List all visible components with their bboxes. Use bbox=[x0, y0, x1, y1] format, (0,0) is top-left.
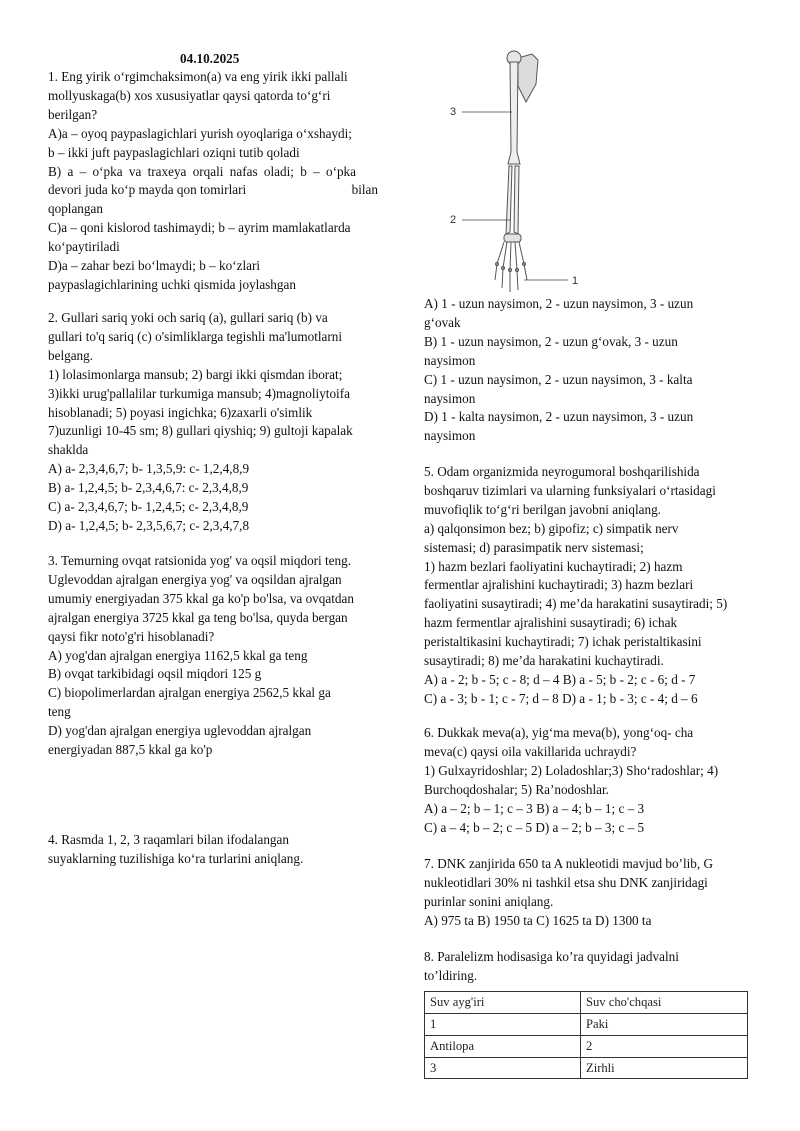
q1-line: b – ikki juft paypaslagichlari oziqni tutib qoladi bbox=[48, 144, 300, 160]
q5-line: sistemasi; d) parasimpatik nerv sistemasi; bbox=[424, 539, 644, 555]
question-6 bbox=[424, 724, 754, 837]
q4-line: naysimon bbox=[424, 390, 476, 406]
q6-options-cd: C) a – 4; b – 2; c – 5 D) a – 2; b – 3; c – 5 bbox=[424, 819, 645, 835]
question-4-options bbox=[424, 295, 754, 446]
q1-line: mollyuskaga(b) xos xususiyatlar qaysi qatorda to‘g‘ri bbox=[48, 87, 331, 103]
table-cell: 2 bbox=[581, 1035, 748, 1057]
q5-line: peristaltikasini kuchaytiradi; 7) ichak peristaltikasini bbox=[424, 634, 702, 650]
document-date: 04.10.2025 bbox=[180, 51, 240, 66]
q5-line: 1) hazm bezlari faoliyatini kuchaytiradi; 2) hazm bbox=[424, 558, 683, 574]
q1-option-c: C)a – qoni kislorod tashimaydi; b – ayrim mamlakatlarda bbox=[48, 220, 351, 236]
q1-line: 1. Eng yirik o‘rgimchaksimon(a) va eng yirik ikki pallali bbox=[48, 69, 348, 84]
q6-line: Burchoqdoshalar; 5) Ra’nodoshlar. bbox=[424, 781, 609, 797]
q3-line: qaysi fikr noto'g'ri hisoblanadi? bbox=[48, 628, 215, 644]
q5-line: fermentlar ajralishini kuchaytiradi; 3) hazm bezlari bbox=[424, 577, 694, 593]
q4-line: naysimon bbox=[424, 428, 476, 444]
q3-line: energiyadan 887,5 kkal ga ko'p bbox=[48, 742, 213, 758]
question-8 bbox=[424, 948, 754, 1079]
q3-line: 3. Temurning ovqat ratsionida yog' va oqsil miqdori teng. bbox=[48, 553, 352, 568]
q1-option-b: B) a – o‘pka va traxeya orqali nafas oladi; b – o‘pka bbox=[48, 163, 357, 179]
figure-label-2: 2 bbox=[450, 214, 457, 226]
q3-option-d: D) yog'dan ajralgan energiya uglevoddan ajralgan bbox=[48, 723, 312, 739]
q2-option-d: D) a- 1,2,4,5; b- 2,3,5,6,7; c- 2,3,4,7,8 bbox=[48, 517, 250, 533]
q5-line: boshqaruv tizimlari va ularning funksiyalari o‘rtasidagi bbox=[424, 482, 716, 498]
q4-option-d: D) 1 - kalta naysimon, 2 - uzun naysimon, 3 - uzun bbox=[424, 409, 694, 425]
q5-options-ab: A) a - 2; b - 5; c - 8; d – 4 B) a - 5; b - 2; c - 6; d - 7 bbox=[424, 671, 696, 687]
q2-line: belgang. bbox=[48, 347, 94, 363]
q6-line: 1) Gulxayridoshlar; 2) Loladoshlar;3) Sho‘radoshlar; 4) bbox=[424, 762, 719, 778]
table-row bbox=[425, 1057, 748, 1079]
q3-line: Uglevoddan ajralgan energiya yog' va oqsildan ajralgan bbox=[48, 571, 342, 587]
q7-line: purinlar sonini aniqlang. bbox=[424, 893, 554, 909]
q7-line: 7. DNK zanjirida 650 ta A nukleotidi mavjud bo’lib, G bbox=[424, 856, 713, 871]
q7-options: A) 975 ta B) 1950 ta C) 1625 ta D) 1300 ta bbox=[424, 912, 652, 928]
question-4 bbox=[48, 831, 378, 869]
q3-option-a: A) yog'dan ajralgan energiya 1162,5 kkal ga teng bbox=[48, 647, 308, 663]
q8-line: 8. Paralelizm hodisasiga ko’ra quyidagi jadvalni bbox=[424, 949, 679, 964]
table-cell: Suv cho'chqasi bbox=[581, 991, 748, 1013]
q1-line: berilgan? bbox=[48, 106, 98, 122]
q2-line: 3)ikki urug'pallalilar turkumiga mansub; 4)magnoliytoifa bbox=[48, 385, 350, 401]
figure-label-3: 3 bbox=[450, 106, 457, 118]
q7-line: nukleotidlari 30% ni tashkil etsa shu DNK zanjiridagi bbox=[424, 874, 708, 890]
q4-line: suyaklarning tuzilishiga ko‘ra turlarini aniqlang. bbox=[48, 850, 304, 866]
q2-line: 2. Gullari sariq yoki och sariq (a), gullari sariq (b) va bbox=[48, 310, 328, 325]
table-row bbox=[425, 991, 748, 1013]
q3-line: ajralgan energiya 3725 kkal ga teng bo'lsa, quyda bergan bbox=[48, 609, 348, 625]
q1-line: paypaslagichlarining uchki qismida joylashgan bbox=[48, 276, 296, 292]
q4-line: g‘ovak bbox=[424, 314, 461, 330]
arm-bones-figure bbox=[440, 42, 590, 297]
q2-line: shaklda bbox=[48, 442, 89, 458]
question-5 bbox=[424, 463, 754, 709]
q5-line: a) qalqonsimon bez; b) gipofiz; c) simpatik nerv bbox=[424, 520, 679, 536]
q3-line: teng bbox=[48, 704, 71, 720]
q4-option-a: A) 1 - uzun naysimon, 2 - uzun naysimon, 3 - uzun bbox=[424, 296, 694, 311]
question-7 bbox=[424, 855, 754, 931]
q2-option-a: A) a- 2,3,4,6,7; b- 1,3,5,9: c- 1,2,4,8,9 bbox=[48, 461, 250, 477]
q5-line: 5. Odam organizmida neyrogumoral boshqarilishida bbox=[424, 464, 700, 479]
table-row bbox=[425, 1035, 748, 1057]
q5-line: faoliyatini susaytiradi; 4) me’da harakatini susaytiradi; 5) bbox=[424, 596, 728, 612]
q2-line: hisoblanadi; 5) poyasi ingichka; 6)zaxarli o'simlik bbox=[48, 404, 313, 420]
q1-line: ko‘p mayda qon tomirlari bbox=[111, 182, 247, 198]
q1-line: ko‘paytiriladi bbox=[48, 239, 120, 255]
q2-line: 7)uzunligi 10-45 sm; 8) gullari qiyshiq; 9) gultoji kapalak bbox=[48, 423, 353, 439]
q2-option-c: C) a- 2,3,4,6,7; b- 1,2,4,5; c- 2,3,4,8,9 bbox=[48, 499, 249, 515]
arm-skeleton-drawing bbox=[495, 51, 538, 292]
q3-option-b: B) ovqat tarkibidagi oqsil miqdori 125 g bbox=[48, 666, 262, 682]
q3-line: umumiy energiyadan 375 kkal ga ko'p bo'lsa, va ovqatdan bbox=[48, 590, 354, 606]
figure-label-1: 1 bbox=[572, 275, 579, 287]
q2-line: gullari to'q sariq (c) o'simliklarga tegishli ma'lumotlarni bbox=[48, 328, 343, 344]
q2-line: 1) lolasimonlarga mansub; 2) bargi ikki qismdan iborat; bbox=[48, 366, 343, 382]
q8-line: to’ldiring. bbox=[424, 967, 478, 983]
q4-option-c: C) 1 - uzun naysimon, 2 - uzun naysimon, 3 - kalta bbox=[424, 371, 693, 387]
q6-line: 6. Dukkak meva(a), yig‘ma meva(b), yong‘oq- cha bbox=[424, 725, 694, 740]
q1-spread-left: devori juda bbox=[48, 182, 108, 198]
q1-option-a: A)a – oyoq paypaslagichlari yurish oyoqlariga o‘xshaydi; bbox=[48, 125, 352, 141]
table-cell: 1 bbox=[425, 1013, 581, 1035]
table-cell: Antilopa bbox=[425, 1035, 581, 1057]
table-cell: Zirhli bbox=[581, 1057, 748, 1079]
q6-line: meva(c) qaysi oila vakillarida uchraydi? bbox=[424, 743, 637, 759]
q1-spread-right: bilan bbox=[351, 182, 378, 198]
parallelism-table bbox=[424, 991, 748, 1080]
q3-option-c: C) biopolimerlardan ajralgan energiya 2562,5 kkal ga bbox=[48, 685, 331, 701]
table-cell: Suv ayg'iri bbox=[425, 991, 581, 1013]
q5-line: muvofiqlik to‘g‘ri berilgan javobni aniqlang. bbox=[424, 501, 661, 517]
question-1 bbox=[48, 68, 378, 295]
q4-line: 4. Rasmda 1, 2, 3 raqamlari bilan ifodalangan bbox=[48, 832, 289, 847]
q2-option-b: B) a- 1,2,4,5; b- 2,3,4,6,7: c- 2,3,4,8,9 bbox=[48, 480, 249, 496]
q6-options-ab: A) a – 2; b – 1; c – 3 B) a – 4; b – 1; c – 3 bbox=[424, 800, 645, 816]
q5-line: hazm fermentlar ajralishini susaytiradi; 6) ichak bbox=[424, 615, 678, 631]
table-row bbox=[425, 1013, 748, 1035]
q1-spread-line bbox=[48, 181, 378, 200]
question-2 bbox=[48, 309, 378, 536]
q5-line: susaytiradi; 8) me’da harakatini kuchaytiradi. bbox=[424, 653, 664, 669]
q4-option-b: B) 1 - uzun naysimon, 2 - uzun g‘ovak, 3 - uzun bbox=[424, 333, 678, 349]
q1-line: qoplangan bbox=[48, 201, 103, 217]
q1-option-d: D)a – zahar bezi bo‘lmaydi; b – ko‘zlari bbox=[48, 258, 261, 274]
table-cell: Paki bbox=[581, 1013, 748, 1035]
table-cell: 3 bbox=[425, 1057, 581, 1079]
q4-line: naysimon bbox=[424, 352, 476, 368]
question-3 bbox=[48, 552, 378, 760]
q5-options-cd: C) a - 3; b - 1; c - 7; d – 8 D) a - 1; b - 3; c - 4; d – 6 bbox=[424, 690, 698, 706]
